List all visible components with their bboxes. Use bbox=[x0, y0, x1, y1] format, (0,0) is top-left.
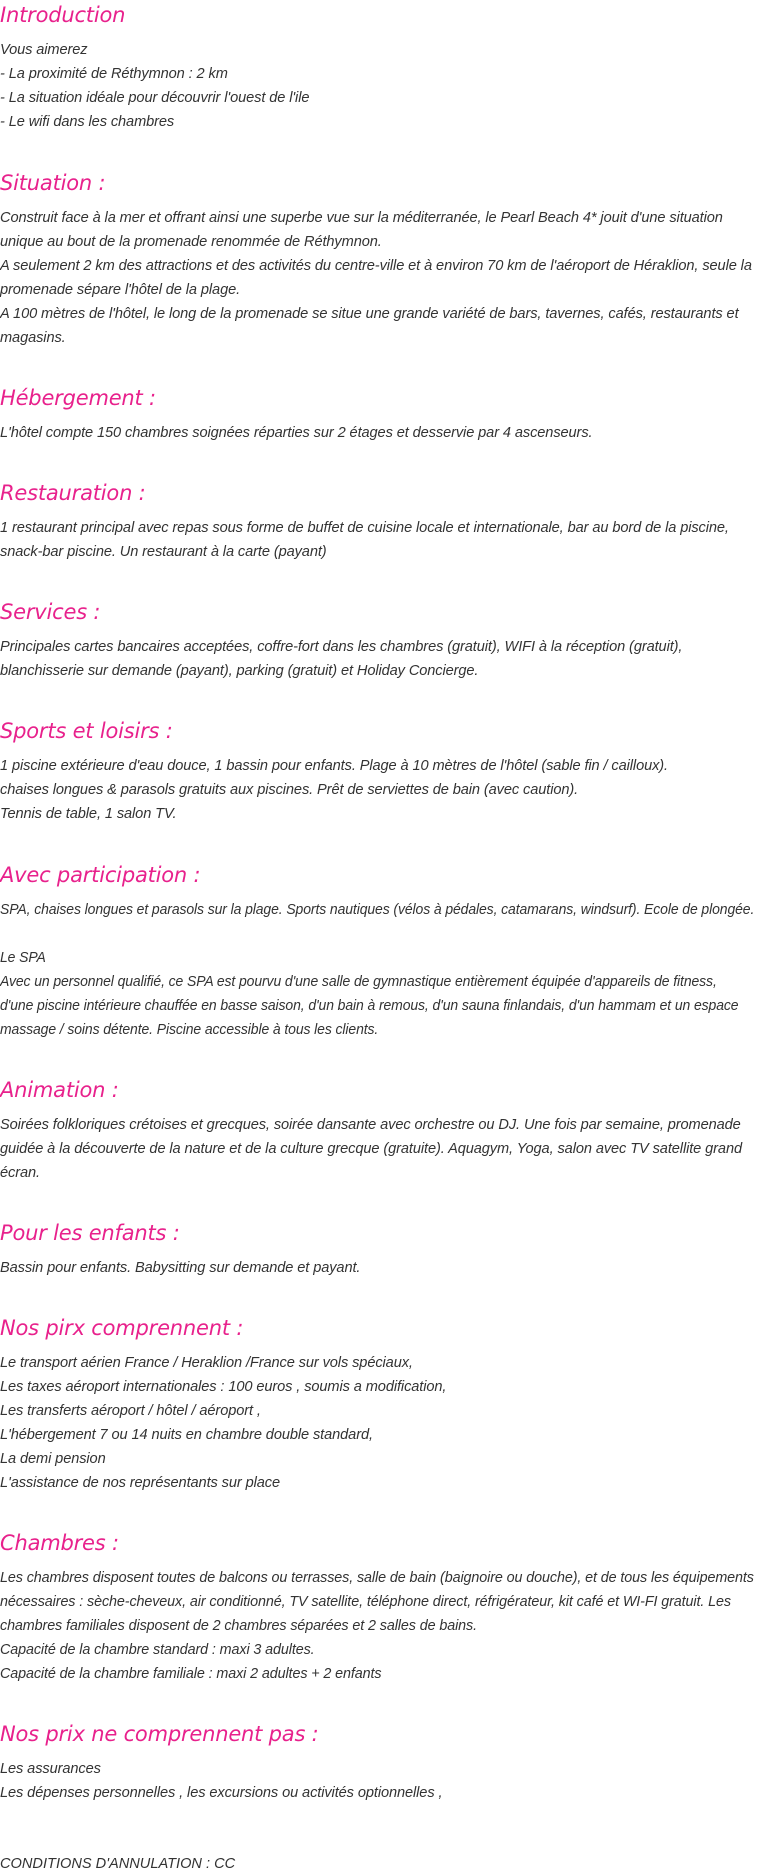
body-line: unique au bout de la promenade renommée de Réthymnon. bbox=[0, 234, 382, 250]
section-heading: Sports et loisirs : bbox=[0, 719, 173, 743]
body-line: promenade sépare l'hôtel de la plage. bbox=[0, 282, 241, 298]
body-line: d'une piscine intérieure chauffée en basse saison, d'un bain à remous, d'un sauna finlandais, d'un hammam et un espace bbox=[0, 998, 739, 1014]
section-body bbox=[0, 38, 309, 134]
body-line: Construit face à la mer et offrant ainsi une superbe vue sur la méditerranée, le Pearl Beach 4* jouit d'une situation bbox=[0, 210, 723, 226]
section-body bbox=[0, 1757, 442, 1805]
body-line: Tennis de table, 1 salon TV. bbox=[0, 806, 177, 822]
section-heading: Situation : bbox=[0, 171, 106, 195]
body-line: A 100 mètres de l'hôtel, le long de la promenade se situe une grande variété de bars, tavernes, cafés, restaurants et bbox=[0, 306, 739, 322]
section-heading: Chambres : bbox=[0, 1531, 119, 1555]
body-line: Bassin pour enfants. Babysitting sur demande et payant. bbox=[0, 1260, 361, 1276]
body-line: chambres familiales disposent de 2 chambres séparées et 2 salles de bains. bbox=[0, 1618, 477, 1634]
body-line: L'hébergement 7 ou 14 nuits en chambre double standard, bbox=[0, 1427, 373, 1443]
blank-line bbox=[0, 922, 758, 946]
body-line: guidée à la découverte de la nature et de la culture grecque (gratuite). Aquagym, Yoga, salon avec TV satellite grand bbox=[0, 1141, 742, 1157]
body-line: Les taxes aéroport internationales : 100 euros , soumis a modification, bbox=[0, 1379, 447, 1395]
section-heading: Services : bbox=[0, 600, 101, 624]
section-body bbox=[0, 635, 682, 683]
body-line: Les transferts aéroport / hôtel / aéroport , bbox=[0, 1403, 261, 1419]
body-line: A seulement 2 km des attractions et des activités du centre-ville et à environ 70 km de l'aéroport de Héraklion, seule la bbox=[0, 258, 752, 274]
section-body bbox=[0, 1566, 758, 1686]
section-body bbox=[0, 754, 668, 826]
body-line: Soirées folkloriques crétoises et grecques, soirée dansante avec orchestre ou DJ. Une fois par semaine, promenade bbox=[0, 1117, 741, 1133]
section-heading: Restauration : bbox=[0, 481, 146, 505]
section-heading: Pour les enfants : bbox=[0, 1221, 180, 1245]
body-line: 1 restaurant principal avec repas sous forme de buffet de cuisine locale et internationale, bar au bord de la piscine, bbox=[0, 520, 729, 536]
body-line: Avec un personnel qualifié, ce SPA est pourvu d'une salle de gymnastique entièrement équipée d'appareils de fitness, bbox=[0, 974, 717, 990]
body-line: blanchisserie sur demande (payant), parking (gratuit) et Holiday Concierge. bbox=[0, 663, 479, 679]
section-body bbox=[0, 516, 729, 564]
section bbox=[0, 860, 755, 1038]
section-heading: Nos pirx comprennent : bbox=[0, 1316, 244, 1340]
body-line: Le transport aérien France / Heraklion /France sur vols spéciaux, bbox=[0, 1355, 413, 1371]
body-line: chaises longues & parasols gratuits aux piscines. Prêt de serviettes de bain (avec caution). bbox=[0, 782, 579, 798]
section-body bbox=[0, 206, 752, 350]
section-heading: Animation : bbox=[0, 1078, 119, 1102]
body-line: snack-bar piscine. Un restaurant à la carte (payant) bbox=[0, 544, 327, 560]
section bbox=[0, 478, 729, 560]
body-line: SPA, chaises longues et parasols sur la plage. Sports nautiques (vélos à pédales, catamarans, windsurf). Ecole de plongée. bbox=[0, 902, 755, 918]
body-line: Vous aimerez bbox=[0, 42, 88, 58]
section bbox=[0, 1075, 742, 1181]
body-line: Les assurances bbox=[0, 1761, 101, 1777]
section bbox=[0, 168, 752, 346]
body-line: écran. bbox=[0, 1165, 40, 1181]
section bbox=[0, 1719, 443, 1801]
section bbox=[0, 1313, 447, 1491]
body-line: La demi pension bbox=[0, 1451, 106, 1467]
section-body bbox=[0, 1113, 742, 1185]
section-heading: Nos prix ne comprennent pas : bbox=[0, 1722, 319, 1746]
body-line: Les dépenses personnelles , les excursions ou activités optionnelles , bbox=[0, 1785, 443, 1801]
section bbox=[0, 597, 683, 679]
section bbox=[0, 716, 669, 822]
body-line: L'hôtel compte 150 chambres soignées réparties sur 2 étages et desservie par 4 ascenseurs. bbox=[0, 425, 593, 441]
section bbox=[0, 1528, 754, 1682]
body-line: Capacité de la chambre familiale : maxi 2 adultes + 2 enfants bbox=[0, 1666, 382, 1682]
section bbox=[0, 383, 593, 441]
body-line: - La situation idéale pour découvrir l'ouest de l'ile bbox=[0, 90, 310, 106]
body-line: - La proximité de Réthymnon : 2 km bbox=[0, 66, 228, 82]
section-body bbox=[0, 1256, 360, 1280]
body-line: Principales cartes bancaires acceptées, coffre-fort dans les chambres (gratuit), WIFI à la réception (gratuit), bbox=[0, 639, 683, 655]
section-heading: Avec participation : bbox=[0, 863, 201, 887]
body-line: Capacité de la chambre standard : maxi 3 adultes. bbox=[0, 1642, 315, 1658]
section-heading: Introduction bbox=[0, 3, 126, 27]
cancellation-conditions: CONDITIONS D'ANNULATION : CC bbox=[0, 1856, 236, 1872]
body-line: magasins. bbox=[0, 330, 66, 346]
body-line: 1 piscine extérieure d'eau douce, 1 bassin pour enfants. Plage à 10 mètres de l'hôtel (sable fin / cailloux). bbox=[0, 758, 669, 774]
section-body bbox=[0, 898, 758, 1042]
section bbox=[0, 0, 310, 130]
body-line: L'assistance de nos représentants sur place bbox=[0, 1475, 280, 1491]
section-heading: Hébergement : bbox=[0, 386, 156, 410]
body-line: Les chambres disposent toutes de balcons ou terrasses, salle de bain (baignoire ou douche), et de tous les équipements bbox=[0, 1570, 754, 1586]
section bbox=[0, 1218, 361, 1276]
body-line: nécessaires : sèche-cheveux, air conditionné, TV satellite, téléphone direct, réfrigérateur, kit café et WI-FI gratuit. Les bbox=[0, 1594, 731, 1610]
section-body bbox=[0, 421, 592, 445]
body-line: massage / soins détente. Piscine accessible à tous les clients. bbox=[0, 1022, 379, 1038]
body-line: - Le wifi dans les chambres bbox=[0, 114, 175, 130]
section-body bbox=[0, 1351, 446, 1495]
body-line: Le SPA bbox=[0, 950, 46, 966]
